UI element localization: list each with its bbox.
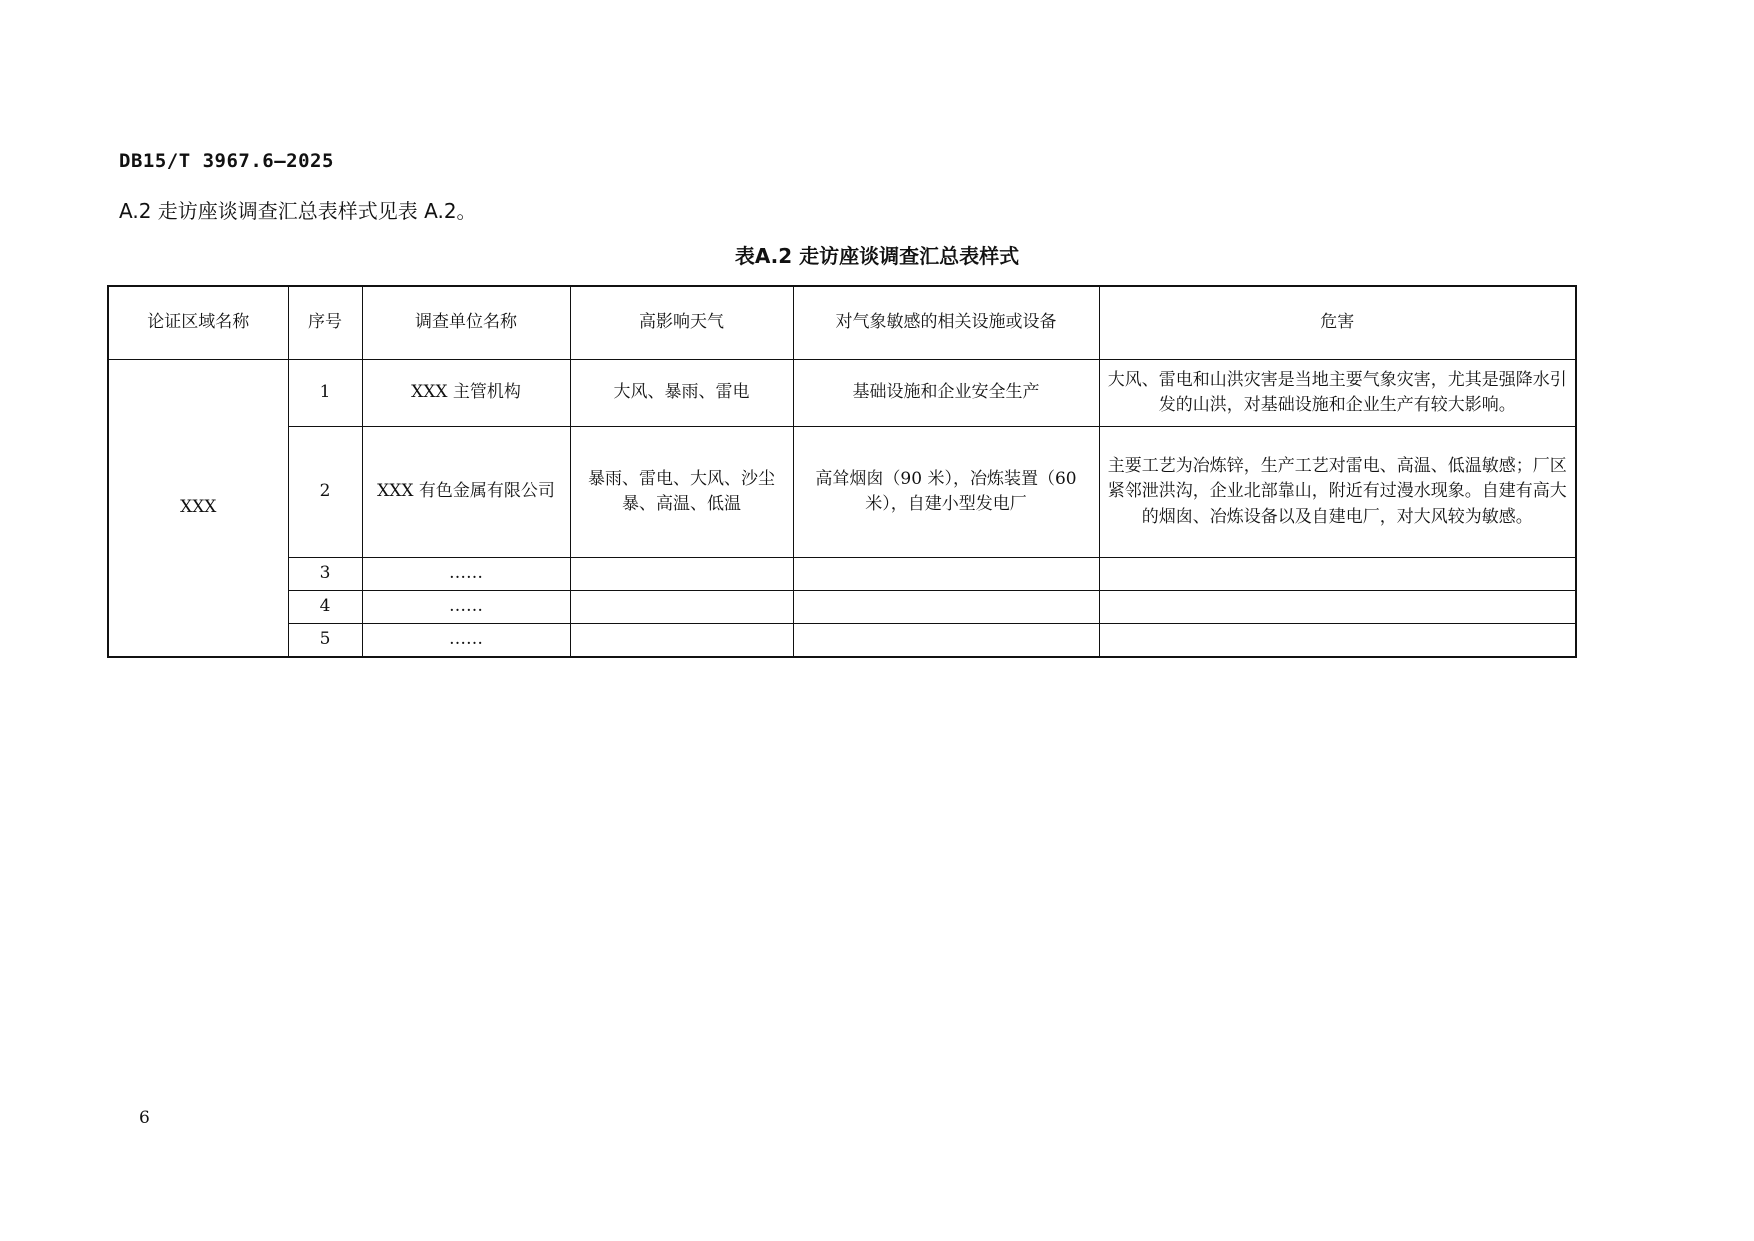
hazard-cell: 大风、雷电和山洪灾害是当地主要气象灾害，尤其是强降水引发的山洪，对基础设施和企业生产有较大影响。	[1099, 360, 1576, 427]
facilities-cell: 高耸烟囱（90 米），冶炼装置（60 米），自建小型发电厂	[793, 427, 1099, 558]
page-number: 6	[139, 1108, 150, 1128]
weather-cell: 大风、暴雨、雷电	[570, 360, 793, 427]
weather-cell: 暴雨、雷电、大风、沙尘暴、高温、低温	[570, 427, 793, 558]
facilities-cell	[793, 558, 1099, 591]
serial-number-cell: 3	[288, 558, 362, 591]
facilities-cell	[793, 624, 1099, 658]
header-sensitive-facilities: 对气象敏感的相关设施或设备	[793, 286, 1099, 360]
standard-identifier: DB15/T 3967.6—2025	[119, 150, 334, 172]
hazard-cell: 主要工艺为冶炼锌，生产工艺对雷电、高温、低温敏感；厂区紧邻泄洪沟，企业北部靠山，附近有过漫水现象。自建有高大的烟囱、冶炼设备以及自建电厂，对大风较为敏感。	[1099, 427, 1576, 558]
serial-number-cell: 5	[288, 624, 362, 658]
unit-name-cell: ……	[362, 624, 570, 658]
unit-name-cell: ……	[362, 591, 570, 624]
weather-cell	[570, 624, 793, 658]
table-header-row	[108, 286, 1576, 360]
table-row	[108, 558, 1576, 591]
table-row	[108, 427, 1576, 558]
serial-number-cell: 4	[288, 591, 362, 624]
table-row	[108, 624, 1576, 658]
header-hazard: 危害	[1099, 286, 1576, 360]
facilities-cell: 基础设施和企业安全生产	[793, 360, 1099, 427]
serial-number-cell: 1	[288, 360, 362, 427]
table-row	[108, 591, 1576, 624]
unit-name-cell: ……	[362, 558, 570, 591]
weather-cell	[570, 558, 793, 591]
header-high-impact-weather: 高影响天气	[570, 286, 793, 360]
weather-cell	[570, 591, 793, 624]
unit-name-cell: XXX 有色金属有限公司	[362, 427, 570, 558]
facilities-cell	[793, 591, 1099, 624]
table-caption: 表A.2 走访座谈调查汇总表样式	[734, 244, 1020, 268]
header-serial-number: 序号	[288, 286, 362, 360]
region-name-cell: XXX	[108, 360, 288, 658]
clause-a2-text: A.2 走访座谈调查汇总表样式见表 A.2。	[119, 199, 477, 223]
hazard-cell	[1099, 558, 1576, 591]
survey-summary-table	[107, 285, 1577, 658]
table-row	[108, 360, 1576, 427]
header-unit-name: 调查单位名称	[362, 286, 570, 360]
unit-name-cell: XXX 主管机构	[362, 360, 570, 427]
serial-number-cell: 2	[288, 427, 362, 558]
header-region-name: 论证区域名称	[108, 286, 288, 360]
hazard-cell	[1099, 591, 1576, 624]
hazard-cell	[1099, 624, 1576, 658]
